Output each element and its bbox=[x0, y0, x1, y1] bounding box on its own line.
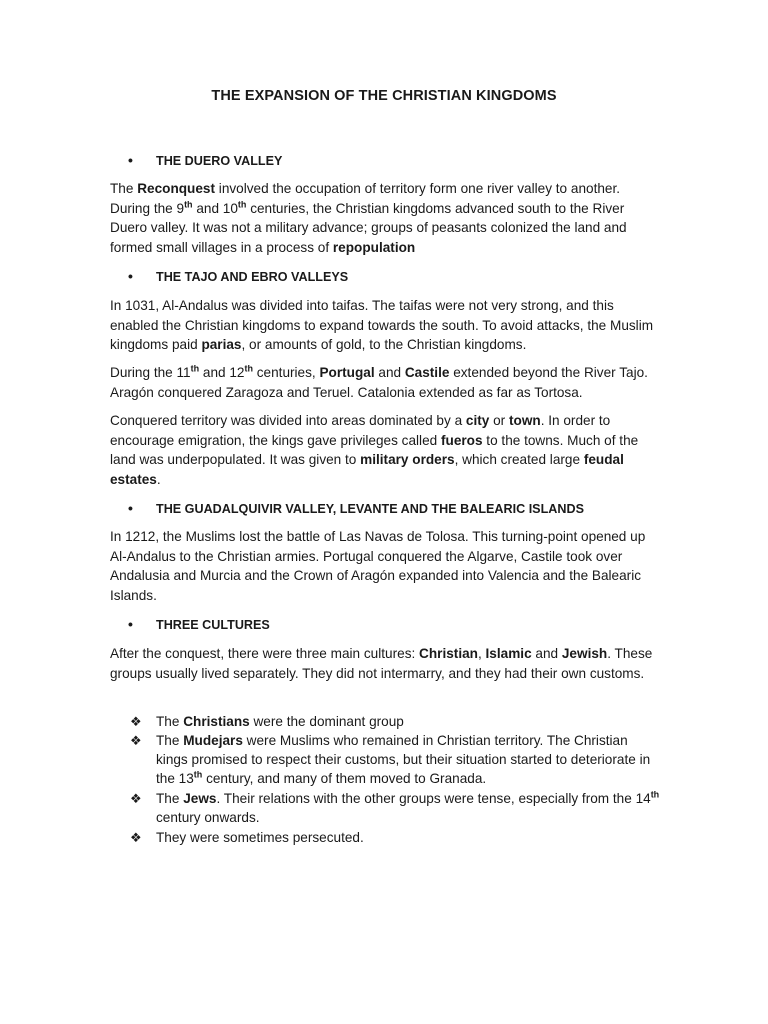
list-item-jews: ❖ The Jews. Their relations with the other groups were tense, especially from the 14th century onwards. bbox=[130, 789, 660, 825]
section-heading-duero: • THE DUERO VALLEY bbox=[128, 152, 283, 168]
diamond-bullet-icon: ❖ bbox=[130, 791, 142, 806]
diamond-bullet-icon: ❖ bbox=[130, 830, 142, 845]
page-title: THE EXPANSION OF THE CHRISTIAN KINGDOMS bbox=[211, 88, 557, 104]
list-item-persecuted: ❖ They were sometimes persecuted. bbox=[130, 830, 364, 845]
paragraph-tajo-1: In 1031, Al-Andalus was divided into taifas. The taifas were not very strong, and this enabled the Christian kingdoms to expand towards the south. To avoid attacks, the Muslim kingdoms paid parias, or amounts of gold, to the Christian kingdoms. bbox=[110, 298, 654, 352]
section-heading-cultures: • THREE CULTURES bbox=[128, 616, 270, 632]
bullet: • bbox=[128, 152, 133, 168]
paragraph-tajo-2: During the 11th and 12th centuries, Portugal and Castile extended beyond the River Tajo. Aragón conquered Zaragoza and Teruel. Catalonia extended as far as Tortosa. bbox=[110, 363, 648, 400]
bullet: • bbox=[128, 616, 133, 632]
section-heading-tajo: • THE TAJO AND EBRO VALLEYS bbox=[128, 268, 349, 284]
paragraph-tajo-3: Conquered territory was divided into areas dominated by a city or town. In order to encourage emigration, the kings gave privileges called fueros to the towns. Much of the land was underpopulated. It was given to military orders, which created large feudal estates. bbox=[110, 413, 639, 487]
list-item-mudejars: ❖ The Mudejars were Muslims who remained in Christian territory. The Christian kings promised to respect their customs, but their situation started to deteriorate in the 13th century, and many of them moved to Granada. bbox=[130, 733, 651, 786]
section-heading-guadalquivir: • THE GUADALQUIVIR VALLEY, LEVANTE AND THE BALEARIC ISLANDS bbox=[128, 500, 584, 516]
list-item-christians: ❖ The Christians were the dominant group bbox=[130, 714, 404, 729]
paragraph-duero: The Reconquest involved the occupation of territory form one river valley to another. During the 9th and 10th centuries, the Christian kingdoms advanced south to the River Duero valley. It was not a military advance; groups of peasants colonized the land and formed small villages in a process of repopulation bbox=[110, 181, 627, 255]
bullet: • bbox=[128, 268, 133, 284]
paragraph-cultures: After the conquest, there were three main cultures: Christian, Islamic and Jewish. These groups usually lived separately. They did not intermarry, and they had their own customs. bbox=[110, 646, 653, 681]
paragraph-guadalquivir: In 1212, the Muslims lost the battle of Las Navas de Tolosa. This turning-point opened up Al-Andalus to the Christian armies. Portugal conquered the Algarve, Castile took over Andalusia and Murcia and the Crown of Aragón expanded into Valencia and the Balearic Islands. bbox=[110, 529, 646, 603]
diamond-bullet-icon: ❖ bbox=[130, 733, 142, 748]
diamond-bullet-icon: ❖ bbox=[130, 714, 142, 729]
bullet: • bbox=[128, 500, 133, 516]
